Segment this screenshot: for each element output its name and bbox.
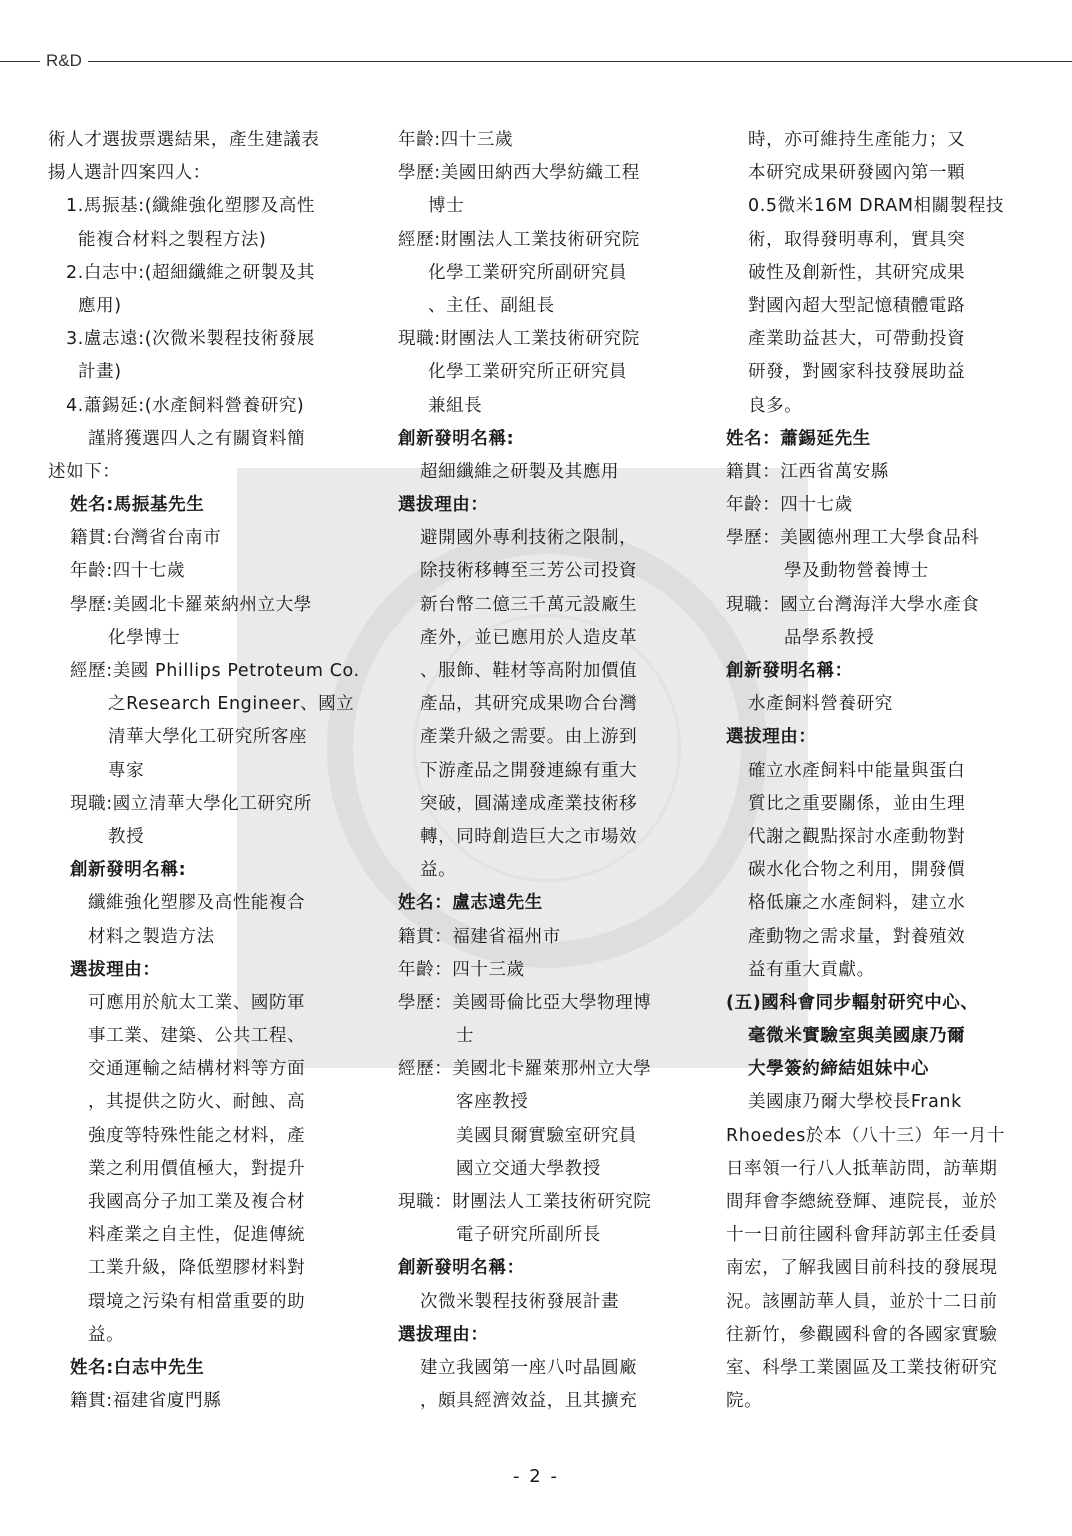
text-line: 籍貫:福建省廈門縣	[70, 1391, 222, 1412]
text-line: 十一日前往國科會拜訪郭主任委員	[726, 1225, 998, 1246]
text-line: 現職:財團法人工業技術研究院	[398, 329, 640, 350]
text-line: 產外，並已應用於人造皮革	[420, 627, 638, 648]
text-line: 南宏，了解我國目前科技的發展現	[726, 1258, 998, 1279]
text-line: 良多。	[748, 395, 803, 416]
text-line: 之Research Engineer、國立	[108, 694, 355, 715]
text-line: Rhoedes於本（八十三）年一月十	[726, 1125, 1006, 1146]
text-line: 強度等特殊性能之材料，產	[88, 1125, 306, 1146]
text-line: 籍貫:台灣省台南市	[70, 528, 222, 549]
text-line: 0.5微米16M DRAM相關製程技	[748, 196, 1005, 217]
text-line: 創新發明名稱:	[398, 428, 515, 449]
text-line: 4.蕭錫延:(水產飼料營養研究)	[66, 395, 305, 416]
text-line: 我國高分子加工業及複合材	[88, 1192, 306, 1212]
text-line: 水產飼料營養研究	[748, 694, 893, 715]
text-line: 避開國外專利技術之限制，	[420, 528, 638, 549]
text-line: 籍貫：江西省萬安縣	[726, 461, 889, 482]
text-line: 院。	[726, 1391, 763, 1412]
text-column-1	[48, 124, 360, 1418]
text-line: 交通運輸之結構材料等方面	[88, 1059, 306, 1080]
text-line: 研發，對國家科技發展助益	[748, 362, 966, 383]
text-line: 經歷：美國北卡羅萊那州立大學	[398, 1059, 652, 1080]
text-line: 現職：財團法人工業技術研究院	[398, 1192, 652, 1212]
text-line: 創新發明名稱：	[398, 1258, 525, 1279]
text-line: 創新發明名稱：	[726, 661, 853, 681]
text-line: 電子研究所副所長	[456, 1225, 601, 1246]
text-line: ，其提供之防火、耐蝕、高	[88, 1092, 306, 1113]
text-line: 學歷:美國田納西大學紡織工程	[398, 163, 640, 184]
text-line: 年齡：四十三歲	[398, 959, 525, 980]
text-line: 述如下：	[48, 461, 121, 482]
text-line: 益。	[420, 860, 457, 881]
text-line: 時，亦可維持生產能力；又	[748, 130, 966, 150]
text-line: 國立交通大學教授	[456, 1158, 601, 1179]
text-line: 事工業、建築、公共工程、	[88, 1026, 306, 1047]
text-line: 品學系教授	[784, 627, 875, 648]
text-line: 年齡:四十七歲	[70, 561, 186, 582]
text-line: 產業助益甚大，可帶動投資	[748, 329, 966, 350]
text-line: 3.盧志遠:(次微米製程技術發展	[66, 329, 316, 350]
text-line: 本研究成果研發國內第一顆	[748, 163, 966, 184]
text-line: 益。	[88, 1324, 125, 1345]
text-line: 大學簽約締結姐妹中心	[748, 1059, 929, 1080]
text-line: (五)國科會同步輻射研究中心、	[726, 992, 979, 1013]
text-line: 選拔理由：	[70, 959, 161, 980]
text-line: 1.馬振基:(纖維強化塑膠及高性	[66, 196, 316, 217]
text-line: 、服飾、鞋材等高附加價值	[420, 661, 638, 681]
text-line: 轉，同時創造巨大之市場效	[420, 826, 638, 847]
text-line: 年齡：四十七歲	[726, 495, 853, 516]
text-line: 選拔理由：	[398, 495, 489, 516]
text-line: 可應用於航太工業、國防軍	[88, 992, 306, 1013]
text-line: 年齡:四十三歲	[398, 130, 514, 150]
text-line: 料產業之自主性，促進傳統	[88, 1225, 306, 1246]
text-line: 材料之製造方法	[88, 926, 215, 947]
text-line: 建立我國第一座八吋晶圓廠	[420, 1357, 638, 1378]
text-line: 創新發明名稱:	[70, 860, 187, 881]
text-line: 纖維強化塑膠及高性能複合	[88, 893, 306, 914]
text-line: 姓名:馬振基先生	[70, 495, 205, 516]
text-line: 清華大學化工研究所客座	[108, 727, 308, 748]
text-line: 新台幣二億三千萬元設廠生	[420, 594, 638, 615]
text-line: 格低廉之水產飼料，建立水	[748, 893, 966, 914]
text-line: 姓名：蕭錫延先生	[726, 428, 871, 449]
text-line: 日率領一行八人抵華訪問，訪華期	[726, 1158, 998, 1179]
text-line: 客座教授	[456, 1092, 529, 1113]
text-line: 化學博士	[108, 627, 181, 648]
text-line: 次微米製程技術發展計畫	[420, 1291, 620, 1312]
text-line: 術，取得發明專利，實具突	[748, 229, 966, 250]
text-line: 化學工業研究所正研究員	[428, 362, 628, 383]
text-line: 經歷:財團法人工業技術研究院	[398, 229, 640, 250]
header-rule	[0, 61, 1072, 62]
text-line: 環境之污染有相當重要的助	[88, 1291, 306, 1312]
text-line: 毫微米實驗室與美國康乃爾	[748, 1026, 966, 1047]
text-line: 確立水產飼料中能量與蛋白	[748, 760, 966, 781]
text-line: 下游產品之開發連線有重大	[420, 760, 638, 781]
text-line: 、主任、副組長	[428, 295, 555, 316]
text-line: 學歷：美國哥倫比亞大學物理博	[398, 992, 652, 1013]
text-line: 產動物之需求量，對養殖效	[748, 926, 966, 947]
text-line: 學及動物營養博士	[784, 561, 929, 582]
text-line: 選拔理由：	[726, 727, 817, 748]
text-line: 經歷:美國 Phillips Petroteum Co.	[70, 661, 360, 681]
text-line: 姓名:白志中先生	[70, 1357, 205, 1378]
text-column-2	[398, 124, 688, 1418]
text-line: 產業升級之需要。由上游到	[420, 727, 638, 748]
text-line: 兼組長	[428, 395, 483, 416]
text-line: 學歷：美國德州理工大學食品科	[726, 528, 980, 549]
text-line: 對國內超大型記憶積體電路	[748, 295, 966, 316]
text-line: 碳水化合物之利用，開發價	[748, 860, 966, 881]
text-line: 往新竹，參觀國科會的各國家實驗	[726, 1324, 998, 1345]
text-line: 應用)	[78, 295, 122, 316]
text-line: 計畫)	[78, 362, 122, 383]
text-line: 益有重大貢獻。	[748, 959, 875, 980]
text-line: 突破，圓滿達成產業技術移	[420, 793, 638, 814]
text-line: 美國康乃爾大學校長Frank	[748, 1092, 962, 1113]
text-line: 揚人選計四案四人：	[48, 163, 211, 184]
text-line: ，頗具經濟效益，且其擴充	[420, 1391, 638, 1412]
text-line: 選拔理由：	[398, 1324, 489, 1345]
text-line: 現職：國立台灣海洋大學水產食	[726, 594, 980, 615]
text-line: 術人才選拔票選結果，產生建議表	[48, 130, 320, 150]
text-line: 代謝之觀點探討水產動物對	[748, 826, 966, 847]
text-line: 現職:國立清華大學化工研究所	[70, 793, 312, 814]
text-line: 業之利用價值極大，對提升	[88, 1158, 306, 1179]
text-line: 超細纖維之研製及其應用	[420, 461, 620, 482]
text-line: 室、科學工業園區及工業技術研究	[726, 1357, 998, 1378]
page-number: - 2 -	[513, 1466, 559, 1487]
text-line: 美國貝爾實驗室研究員	[456, 1125, 637, 1146]
text-line: 謹將獲選四人之有關資料簡	[88, 428, 306, 449]
text-line: 間拜會李總統登輝、連院長，並於	[726, 1192, 998, 1212]
text-line: 質比之重要關係，並由生理	[748, 793, 966, 814]
text-line: 專家	[108, 760, 145, 781]
text-line: 學歷:美國北卡羅萊納州立大學	[70, 594, 312, 615]
text-line: 產品，其研究成果吻合台灣	[420, 694, 638, 715]
text-line: 化學工業研究所副研究員	[428, 262, 628, 283]
text-line: 況。該團訪華人員，並於十二日前	[726, 1291, 998, 1312]
text-line: 士	[456, 1026, 475, 1047]
text-line: 破性及創新性，其研究成果	[748, 262, 966, 283]
text-line: 姓名：盧志遠先生	[398, 893, 543, 914]
text-line: 除技術移轉至三芳公司投資	[420, 561, 638, 582]
text-line: 能複合材料之製程方法)	[78, 229, 267, 250]
section-label: R&D	[40, 51, 88, 71]
text-line: 籍貫：福建省福州市	[398, 926, 561, 947]
text-line: 教授	[108, 826, 145, 847]
text-line: 2.白志中:(超細纖維之研製及其	[66, 262, 316, 283]
text-line: 工業升級，降低塑膠材料對	[88, 1258, 306, 1279]
text-column-3	[726, 124, 1026, 1418]
text-line: 博士	[428, 196, 465, 217]
